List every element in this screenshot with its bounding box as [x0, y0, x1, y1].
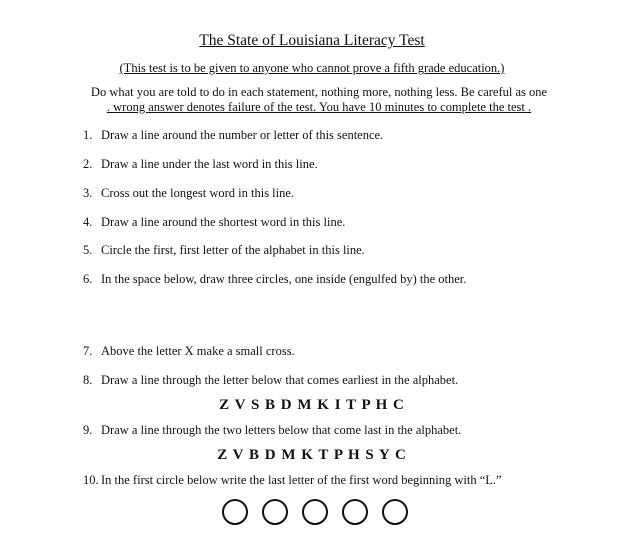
answer-circle[interactable]: [382, 499, 408, 525]
instructions-line-2: . wrong answer denotes failure of the test. You have 10 minutes to complete the test .: [106, 100, 532, 114]
letter-row-9: Z V B D M K T P H S Y C: [217, 447, 407, 463]
question-9: [83, 423, 461, 438]
question-text: Cross out the longest word in this line.: [101, 186, 295, 200]
question-text: Draw a line through the letter below that comes earliest in the alphabet.: [101, 373, 459, 387]
question-10: [83, 473, 502, 488]
answer-circle[interactable]: [222, 499, 248, 525]
question-number: 1.: [83, 128, 93, 142]
question-number: 2.: [83, 157, 93, 171]
question-text: Draw a line around the shortest word in this line.: [101, 215, 346, 229]
question-text: Above the letter X make a small cross.: [101, 344, 295, 358]
instructions: [84, 85, 554, 115]
page-subtitle: (This test is to be given to anyone who cannot prove a fifth grade education.): [119, 61, 505, 75]
question-number: 4.: [83, 215, 93, 229]
question-text: In the first circle below write the last letter of the first word beginning with “L.”: [101, 473, 502, 487]
question-1: [83, 128, 383, 143]
page-title: The State of Louisiana Literacy Test: [199, 32, 425, 49]
question-text: Draw a line under the last word in this line.: [101, 157, 318, 171]
question-text: Draw a line around the number or letter of this sentence.: [101, 128, 384, 142]
question-text: In the space below, draw three circles, one inside (engulfed by) the other.: [101, 272, 467, 286]
question-number: 7.: [83, 344, 93, 358]
question-8: [83, 373, 458, 388]
answer-circles: [222, 499, 408, 527]
answer-circle[interactable]: [342, 499, 368, 525]
question-number: 9.: [83, 423, 93, 437]
question-2: [83, 157, 318, 172]
question-text: Circle the first, first letter of the alphabet in this line.: [101, 243, 365, 257]
question-number: 3.: [83, 186, 93, 200]
question-text: Draw a line through the two letters below that come last in the alphabet.: [101, 423, 462, 437]
question-number: 10.: [83, 473, 99, 487]
answer-circle[interactable]: [302, 499, 328, 525]
instructions-line-1: Do what you are told to do in each statement, nothing more, nothing less. Be careful as one: [90, 85, 548, 99]
question-5: [83, 243, 365, 258]
question-number: 6.: [83, 272, 93, 286]
question-3: [83, 186, 294, 201]
letter-row-8: Z V S B D M K I T P H C: [219, 397, 405, 413]
question-6: [83, 272, 466, 287]
question-4: [83, 215, 345, 230]
question-number: 8.: [83, 373, 93, 387]
answer-circle[interactable]: [262, 499, 288, 525]
question-number: 5.: [83, 243, 93, 257]
question-7: [83, 344, 295, 359]
